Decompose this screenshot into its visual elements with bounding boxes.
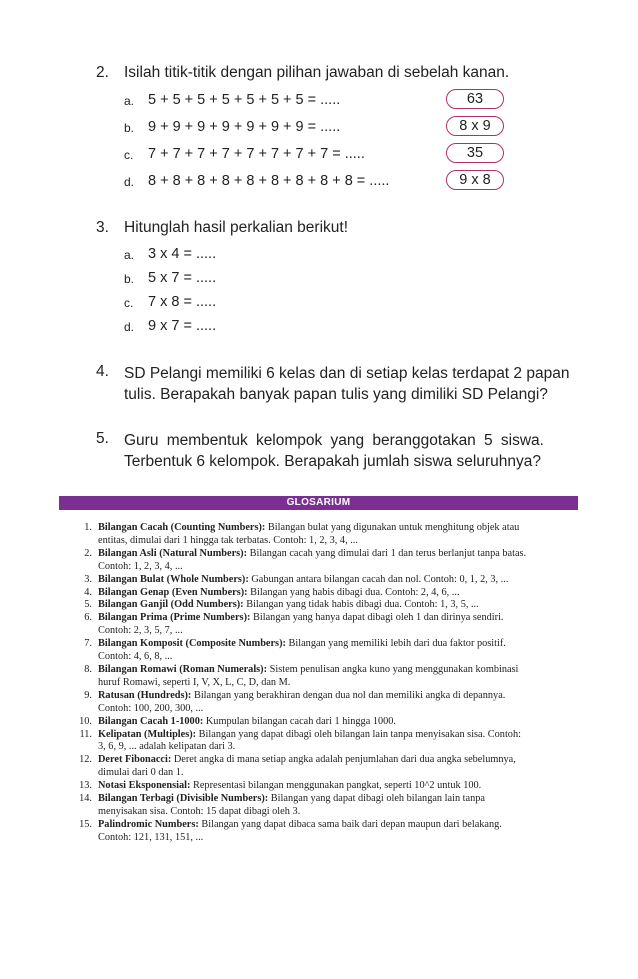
option-letter: b.	[124, 272, 135, 286]
question-text: Isilah titik-titik dengan pilihan jawaban di sebelah kanan.	[124, 64, 510, 81]
glossary-term: Deret Fibonacci:	[98, 754, 172, 766]
glossary-term: Bilangan Terbagi (Divisible Numbers):	[98, 793, 269, 805]
answer-choice-box: 9 x 8	[446, 170, 504, 190]
option-expression: 7 + 7 + 7 + 7 + 7 + 7 + 7 + 7 = .....	[148, 146, 365, 162]
question-line: SD Pelangi memiliki 6 kelas dan di setiap kelas terdapat 2 papan	[124, 365, 570, 382]
answer-choice-box: 63	[446, 89, 504, 109]
glossary-definition: Bilangan yang berakhiran dengan dua nol dan memiliki angka di depannya.	[191, 689, 506, 701]
glossary-term: Bilangan Komposit (Composite Numbers):	[98, 638, 286, 650]
glossary-item	[72, 729, 582, 755]
question-line: Guru membentuk kelompok yang beranggotakan 5 siswa.	[124, 432, 544, 449]
glossary-item	[72, 548, 582, 574]
glossary-term: Notasi Eksponensial:	[98, 780, 191, 792]
glossary-definition-cont: Contoh: 121, 131, 151, ...	[98, 831, 204, 843]
glossary-definition-cont: Contoh: 1, 2, 3, 4, ...	[98, 560, 183, 572]
glossary-definition-cont: Contoh: 4, 6, 8, ...	[98, 651, 173, 663]
glossary-item-body	[98, 729, 582, 755]
glossary-item	[72, 522, 582, 548]
option-expression: 3 x 4 = .....	[148, 246, 217, 262]
glossary-item-body	[98, 716, 582, 729]
glossary-item-body	[98, 793, 582, 819]
glossary-definition: Representasi bilangan menggunakan pangkat, seperti 10^2 untuk 100.	[190, 780, 482, 792]
option-letter: a.	[124, 248, 135, 262]
glossary-term: Bilangan Romawi (Roman Numerals):	[98, 663, 268, 675]
glossary-definition-cont: Contoh: 2, 3, 5, 7, ...	[98, 625, 183, 637]
glossary-item-body	[98, 574, 582, 587]
glossary-term: Bilangan Prima (Prime Numbers):	[98, 612, 251, 624]
glossary-item	[72, 587, 582, 600]
glossary-item	[72, 819, 582, 845]
option-expression: 9 + 9 + 9 + 9 + 9 + 9 + 9 = .....	[148, 119, 341, 135]
glossary-definition: Bilangan bulat yang digunakan untuk menghitung objek atau	[265, 522, 520, 533]
glossary-definition-cont: huruf Romawi, seperti I, V, X, L, C, D, dan M.	[98, 676, 291, 688]
glossary-item-number: 4.	[84, 586, 92, 598]
glossary-definition: Gabungan antara bilangan cacah dan nol. Contoh: 0, 1, 2, 3, ...	[248, 573, 509, 585]
glossary-term: Bilangan Ganjil (Odd Numbers):	[98, 599, 244, 611]
glossary-item-number: 7.	[84, 638, 92, 650]
answer-choice-box: 8 x 9	[446, 116, 504, 136]
glossary-definition: Kumpulan bilangan cacah dari 1 hingga 1000.	[203, 715, 397, 727]
answer-choice-box: 35	[446, 143, 504, 163]
glossary-item-number: 1.	[84, 522, 92, 533]
question-5-text	[124, 430, 544, 472]
glossary-definition: Bilangan yang dapat dibaca sama baik dari depan maupun dari belakang.	[198, 818, 502, 830]
glossary-definition: Sistem penulisan angka kuno yang menggunakan kombinasi	[267, 663, 519, 675]
glossary-item	[72, 612, 582, 638]
option-expression: 5 + 5 + 5 + 5 + 5 + 5 + 5 = .....	[148, 92, 341, 108]
question-number: 2.	[96, 64, 109, 81]
option-letter: b.	[124, 121, 135, 135]
glossary-item-body	[98, 587, 582, 600]
glossary-item	[72, 664, 582, 690]
glossary-item-body	[98, 819, 582, 845]
option-expression: 5 x 7 = .....	[148, 270, 217, 286]
glossary-item-number: 14.	[79, 793, 92, 805]
question-number: 4.	[96, 363, 109, 380]
glossary-item-body	[98, 612, 582, 638]
glossary-definition: Bilangan yang dapat dibagi oleh bilangan lain tanpa	[268, 793, 485, 805]
glossary-term: Bilangan Bulat (Whole Numbers):	[98, 573, 249, 585]
glossary-list	[72, 522, 582, 845]
option-expression: 9 x 7 = .....	[148, 318, 217, 334]
glossary-item	[72, 690, 582, 716]
glossary-term: Palindromic Numbers:	[98, 818, 199, 830]
option-letter: a.	[124, 94, 135, 108]
option-letter: d.	[124, 175, 135, 189]
glossary-definition: Bilangan yang hanya dapat dibagi oleh 1 dan dirinya sendiri.	[250, 612, 504, 624]
option-letter: c.	[124, 148, 134, 162]
glossary-banner: GLOSARIUM	[59, 496, 578, 510]
glossary-item	[72, 638, 582, 664]
glossary-item-number: 15.	[79, 818, 92, 830]
glossary-item	[72, 754, 582, 780]
glossary-definition-cont: dimulai dari 0 dan 1.	[98, 767, 184, 779]
glossary-definition: Bilangan yang dapat dibagi oleh bilangan lain tanpa menyisakan sisa. Contoh:	[196, 728, 521, 740]
glossary-item-number: 11.	[79, 728, 92, 740]
option-expression: 8 + 8 + 8 + 8 + 8 + 8 + 8 + 8 + 8 = .....	[148, 173, 390, 189]
glossary-definition-cont: entitas, dimulai dari 1 hingga tak terbatas. Contoh: 1, 2, 3, 4, ...	[98, 534, 358, 546]
glossary-item-number: 12.	[79, 754, 92, 766]
glossary-item-body	[98, 664, 582, 690]
glossary-item-body	[98, 754, 582, 780]
glossary-item-number: 3.	[84, 573, 92, 585]
question-number: 3.	[96, 219, 109, 236]
glossary-item	[72, 599, 582, 612]
glossary-item-body	[98, 638, 582, 664]
question-text: Hitunglah hasil perkalian berikut!	[124, 219, 349, 236]
glossary-item-number: 2.	[84, 547, 92, 559]
glossary-definition-cont: menyisakan sisa. Contoh: 15 dapat dibagi oleh 3.	[98, 805, 301, 817]
glossary-item-body	[98, 522, 582, 548]
glossary-term: Bilangan Cacah 1-1000:	[98, 715, 204, 727]
glossary-item-number: 5.	[84, 599, 92, 611]
glossary-term: Kelipatan (Multiples):	[98, 728, 197, 740]
glossary-term: Bilangan Cacah (Counting Numbers):	[98, 522, 266, 533]
question-4-text	[124, 363, 569, 405]
glossary-item	[72, 574, 582, 587]
glossary-definition: Bilangan yang tidak habis dibagi dua. Contoh: 1, 3, 5, ...	[243, 599, 479, 611]
glossary-item-body	[98, 690, 582, 716]
glossary-item-number: 9.	[84, 689, 92, 701]
glossary-item	[72, 780, 582, 793]
glossary-item-body	[98, 548, 582, 574]
glossary-item-body	[98, 780, 582, 793]
glossary-item	[72, 716, 582, 729]
glossary-item	[72, 793, 582, 819]
glossary-item-number: 8.	[84, 663, 92, 675]
glossary-item-number: 6.	[84, 612, 92, 624]
glossary-item-body	[98, 599, 582, 612]
glossary-definition: Bilangan yang memiliki lebih dari dua faktor positif.	[285, 638, 506, 650]
glossary-definition-cont: Contoh: 100, 200, 300, ...	[98, 702, 204, 714]
glossary-definition: Deret angka di mana setiap angka adalah penjumlahan dari dua angka sebelumnya,	[171, 754, 516, 766]
glossary-item-number: 13.	[79, 780, 92, 792]
glossary-item-number: 10.	[79, 715, 92, 727]
glossary-term: Ratusan (Hundreds):	[98, 689, 192, 701]
glossary-definition: Bilangan yang habis dibagi dua. Contoh: 2, 4, 6, ...	[247, 586, 460, 598]
option-letter: c.	[124, 296, 134, 310]
option-expression: 7 x 8 = .....	[148, 294, 217, 310]
glossary-term: Bilangan Genap (Even Numbers):	[98, 586, 248, 598]
question-line: Terbentuk 6 kelompok. Berapakah jumlah siswa seluruhnya?	[124, 453, 542, 470]
option-letter: d.	[124, 320, 135, 334]
glossary-definition: Bilangan cacah yang dimulai dari 1 dan terus berlanjut tanpa batas.	[247, 547, 527, 559]
question-number: 5.	[96, 430, 109, 447]
glossary-term: Bilangan Asli (Natural Numbers):	[98, 547, 248, 559]
question-line: tulis. Berapakah banyak papan tulis yang dimiliki SD Pelangi?	[124, 386, 548, 403]
glossary-definition-cont: 3, 6, 9, ... adalah kelipatan dari 3.	[98, 741, 236, 753]
